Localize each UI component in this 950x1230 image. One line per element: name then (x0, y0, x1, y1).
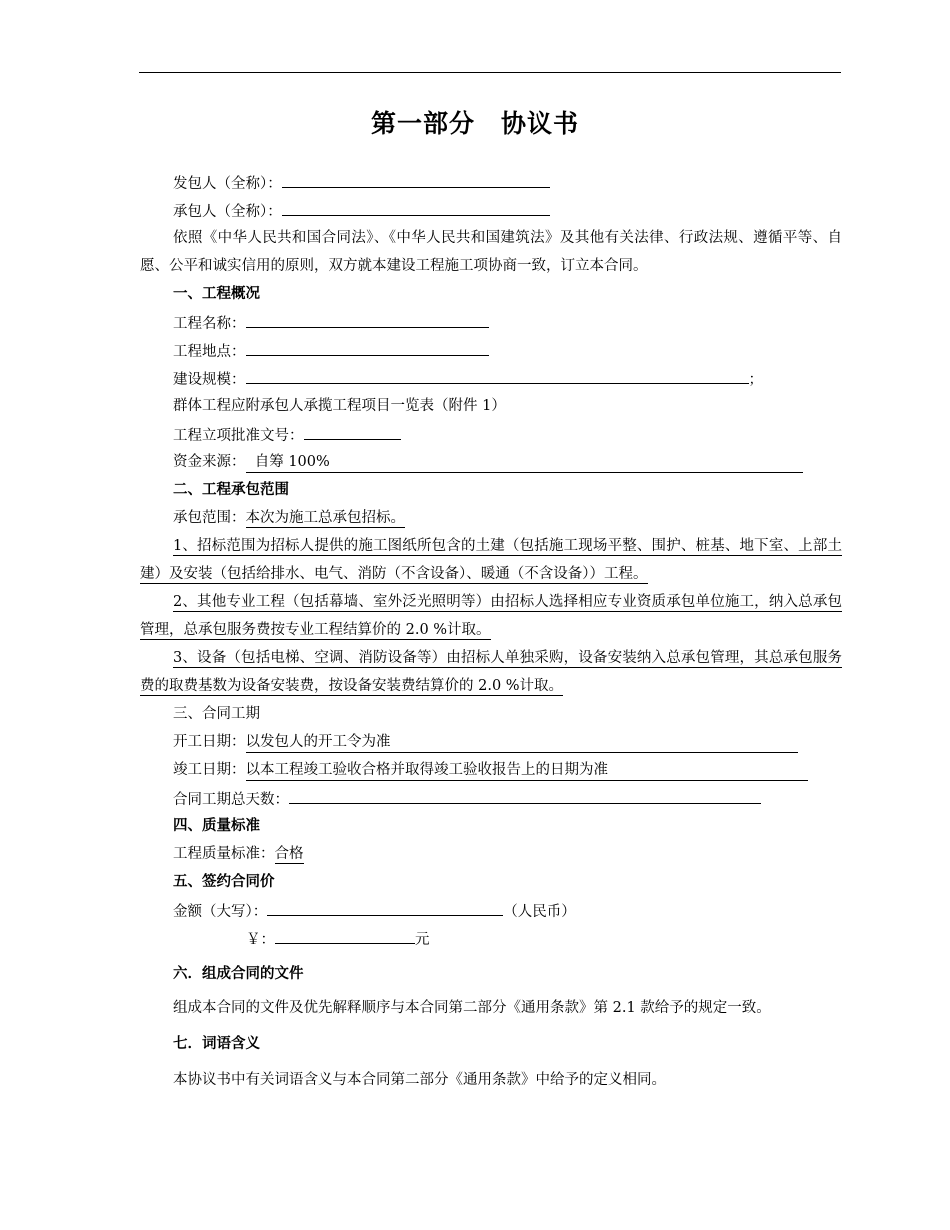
approval-line (173, 424, 401, 446)
section3-heading: 三、合同工期 (173, 706, 260, 722)
project-scale-line (173, 368, 763, 390)
contractor-line (173, 200, 550, 222)
section5-heading: 五、签约合同价 (173, 874, 275, 890)
group-note: 群体工程应附承包人承揽工程项目一览表（附件 1） (173, 398, 506, 414)
funding-label: 资金来源： (173, 454, 246, 470)
quality-label: 工程质量标准： (173, 846, 275, 862)
project-name-line (173, 312, 489, 334)
approval-blank[interactable] (304, 424, 401, 440)
page-title (0, 104, 950, 140)
contractor-blank[interactable] (282, 200, 550, 216)
approval-label: 工程立项批准文号： (173, 428, 304, 444)
project-scale-blank[interactable] (246, 368, 749, 384)
total-days-label: 合同工期总天数： (173, 792, 289, 808)
contractor-label: 承包人（全称）： (173, 204, 282, 220)
employer-blank[interactable] (282, 172, 550, 188)
amount-label: 金额（大写）： (173, 904, 268, 920)
yen-suffix: 元 (415, 932, 430, 948)
section2-heading: 二、工程承包范围 (173, 482, 289, 498)
total-days-blank[interactable] (289, 788, 761, 804)
title-part: 第一部分 (370, 109, 475, 138)
amount-line (173, 900, 576, 922)
yen-label: ￥： (246, 932, 275, 948)
scope-item-3 (140, 644, 842, 700)
section7-heading: 七．词语含义 (173, 1036, 260, 1052)
scope-item-3-text: 3、设备（包括电梯、空调、消防设备等）由招标人单独采购，设备安装纳入总承包管理，其总承包服务费的取费基数为设备安装费，按设备安装费结算价的 2.0 %计取。 (140, 650, 842, 694)
scope-value: 本次为施工总承包招标。 (245, 510, 405, 526)
end-date-label: 竣工日期： (173, 762, 246, 778)
section1-heading: 一、工程概况 (173, 286, 260, 302)
section4-heading: 四、质量标准 (173, 818, 260, 834)
project-location-line (173, 340, 489, 362)
scope-item-1-text: 1、招标范围为招标人提供的施工图纸所包含的土建（包括施工现场平整、围护、桩基、地下室、上部土建）及安装（包括给排水、电气、消防（不含设备）、暖通（不含设备））工程。 (140, 538, 842, 582)
amount-blank[interactable] (267, 900, 503, 916)
scope-line (173, 508, 405, 528)
project-location-label: 工程地点： (173, 344, 246, 360)
title-name: 协议书 (501, 109, 580, 138)
start-date-label: 开工日期： (173, 734, 246, 750)
employer-label: 发包人（全称）： (173, 176, 282, 192)
scope-item-2 (140, 588, 842, 644)
scope-label: 承包范围： (173, 510, 246, 526)
quality-value: 合格 (274, 846, 304, 862)
section6-heading: 六．组成合同的文件 (173, 966, 304, 982)
yen-line (246, 928, 430, 950)
end-date-value: 以本工程竣工验收合格并取得竣工验收报告上的日期为准 (246, 760, 808, 781)
project-scale-label: 建设规模： (173, 372, 246, 388)
section7-text: 本协议书中有关词语含义与本合同第二部分《通用条款》中给予的定义相同。 (173, 1072, 666, 1088)
project-name-label: 工程名称： (173, 316, 246, 332)
funding-value: 自筹 100% (246, 452, 803, 473)
end-date-line (173, 760, 808, 781)
scope-item-2-text: 2、其他专业工程（包括幕墙、室外泛光照明等）由招标人选择相应专业资质承包单位施工，纳入总承包管理，总承包服务费按专业工程结算价的 2.0 %计取。 (140, 594, 842, 638)
section6-text: 组成本合同的文件及优先解释顺序与本合同第二部分《通用条款》第 2.1 款给予的规定一致。 (173, 1000, 771, 1016)
employer-line (173, 172, 550, 194)
amount-suffix: （人民币） (503, 904, 576, 920)
project-location-blank[interactable] (246, 340, 489, 356)
start-date-value: 以发包人的开工令为准 (246, 732, 798, 753)
quality-line (173, 844, 304, 864)
start-date-line (173, 732, 798, 753)
yen-blank[interactable] (275, 928, 415, 944)
project-name-blank[interactable] (246, 312, 489, 328)
funding-line (173, 452, 803, 473)
project-scale-end: ； (748, 372, 763, 388)
scope-item-1 (140, 532, 842, 588)
intro-paragraph: 依照《中华人民共和国合同法》、《中华人民共和国建筑法》及其他有关法律、行政法规、遵循平等、自愿、公平和诚实信用的原则，双方就本建设工程施工项协商一致，订立本合同。 (140, 230, 842, 274)
total-days-line (173, 788, 761, 810)
header-rule (139, 72, 841, 73)
